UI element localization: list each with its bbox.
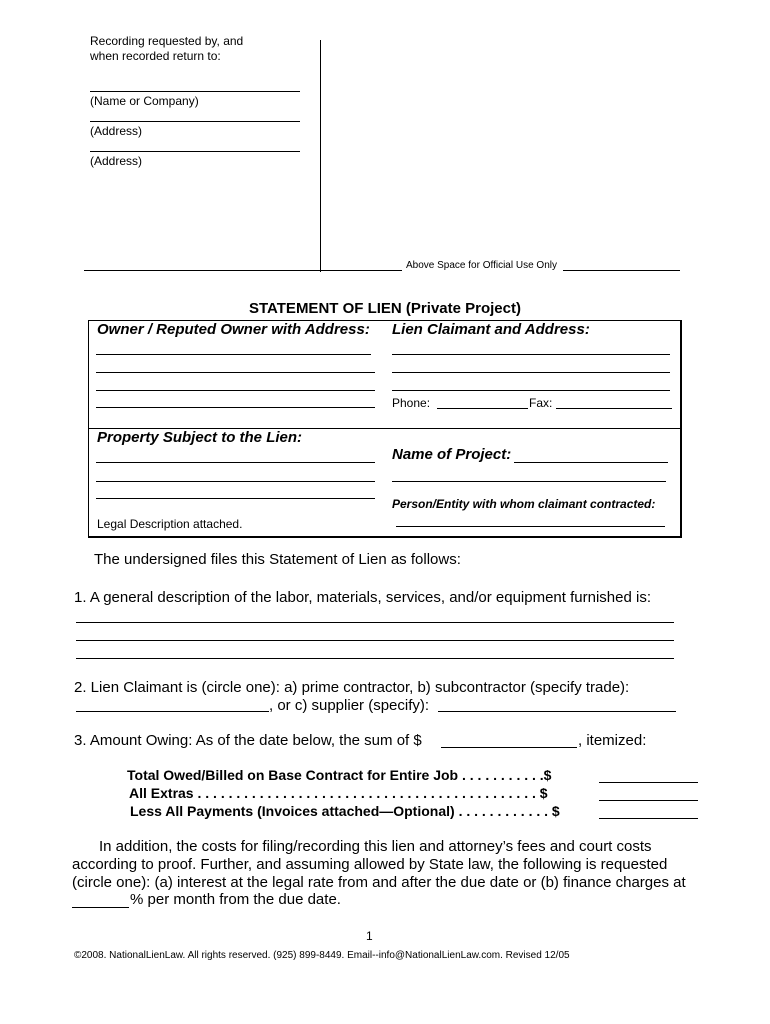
all-extras-label: All Extras . . . . . . . . . . . . . . . . . . . . . . . . . . . . . . . . . . . . . . . . . . . . $: [129, 785, 548, 801]
total-owed-blank[interactable]: [599, 782, 698, 783]
item3-suffix: , itemized:: [578, 732, 647, 749]
claimant-line-1[interactable]: [392, 354, 670, 355]
official-use-rule-left: [84, 270, 402, 271]
item1-line-2[interactable]: [76, 640, 674, 641]
property-line-2[interactable]: [96, 481, 375, 482]
recording-line2: when recorded return to:: [90, 49, 221, 63]
supplier-blank[interactable]: [438, 711, 676, 712]
owner-header: Owner / Reputed Owner with Address:: [97, 321, 370, 338]
para-line-3: (circle one): (a) interest at the legal rate from and after the due date or (b) finance charges at: [72, 874, 686, 891]
property-line-3[interactable]: [96, 498, 375, 499]
fax-label: Fax:: [529, 396, 553, 410]
name-blank[interactable]: [90, 91, 300, 92]
finance-rate-blank[interactable]: [72, 907, 129, 908]
legal-description: Legal Description attached.: [97, 517, 243, 531]
amount-blank[interactable]: [441, 747, 577, 748]
less-payments-label: Less All Payments (Invoices attached—Optional) . . . . . . . . . . . . $: [130, 803, 560, 819]
all-extras-blank[interactable]: [599, 800, 698, 801]
form-title: STATEMENT OF LIEN (Private Project): [249, 300, 521, 317]
name-label: (Name or Company): [90, 94, 199, 108]
item1-line-1[interactable]: [76, 622, 674, 623]
total-owed-label: Total Owed/Billed on Base Contract for Entire Job . . . . . . . . . . .$: [127, 767, 552, 783]
project-label: Name of Project:: [392, 446, 512, 463]
fax-blank[interactable]: [556, 408, 672, 409]
official-use-rule-right: [563, 270, 680, 271]
address2-blank[interactable]: [90, 151, 300, 152]
owner-line-3[interactable]: [96, 390, 375, 391]
phone-blank[interactable]: [437, 408, 528, 409]
para-line-2: according to proof. Further, and assuming allowed by State law, the following is requested: [72, 856, 668, 873]
recording-line1: Recording requested by, and: [90, 34, 244, 48]
claimant-header: Lien Claimant and Address:: [392, 321, 590, 338]
official-use-label: Above Space for Official Use Only: [406, 260, 557, 271]
trade-blank[interactable]: [76, 711, 269, 712]
person-entity-blank[interactable]: [396, 526, 665, 527]
address1-label: (Address): [90, 124, 143, 138]
item3-prefix: 3. Amount Owing: As of the date below, the sum of $: [74, 732, 422, 749]
phone-label: Phone:: [392, 396, 431, 410]
statement-intro: The undersigned files this Statement of Lien as follows:: [94, 551, 461, 568]
property-line-1[interactable]: [96, 462, 375, 463]
claimant-line-3[interactable]: [392, 390, 670, 391]
item1-text: 1. A general description of the labor, materials, services, and/or equipment furnished is:: [74, 589, 651, 606]
address1-blank[interactable]: [90, 121, 300, 122]
para-line-1: In addition, the costs for filing/recording this lien and attorney’s fees and court costs: [99, 838, 652, 855]
claimant-line-2[interactable]: [392, 372, 670, 373]
owner-line-2[interactable]: [96, 372, 375, 373]
property-header: Property Subject to the Lien:: [97, 429, 303, 446]
item2-supplier-text: , or c) supplier (specify):: [269, 697, 430, 714]
item1-line-3[interactable]: [76, 658, 674, 659]
page-number: 1: [366, 929, 373, 943]
project-blank[interactable]: [514, 462, 668, 463]
item2-text: 2. Lien Claimant is (circle one): a) prime contractor, b) subcontractor (specify trade):: [74, 679, 630, 696]
less-payments-blank[interactable]: [599, 818, 698, 819]
copyright: ©2008. NationalLienLaw. All rights reserved. (925) 899-8449. Email--info@NationalLienLaw.com. Revised 12/05: [74, 950, 570, 961]
recording-divider: [320, 40, 321, 272]
owner-line-1[interactable]: [96, 354, 371, 355]
project-line-2[interactable]: [392, 481, 666, 482]
person-entity-label: Person/Entity with whom claimant contracted:: [392, 497, 656, 511]
owner-line-4[interactable]: [96, 407, 375, 408]
address2-label: (Address): [90, 154, 143, 168]
para-line-4: % per month from the due date.: [130, 891, 341, 908]
